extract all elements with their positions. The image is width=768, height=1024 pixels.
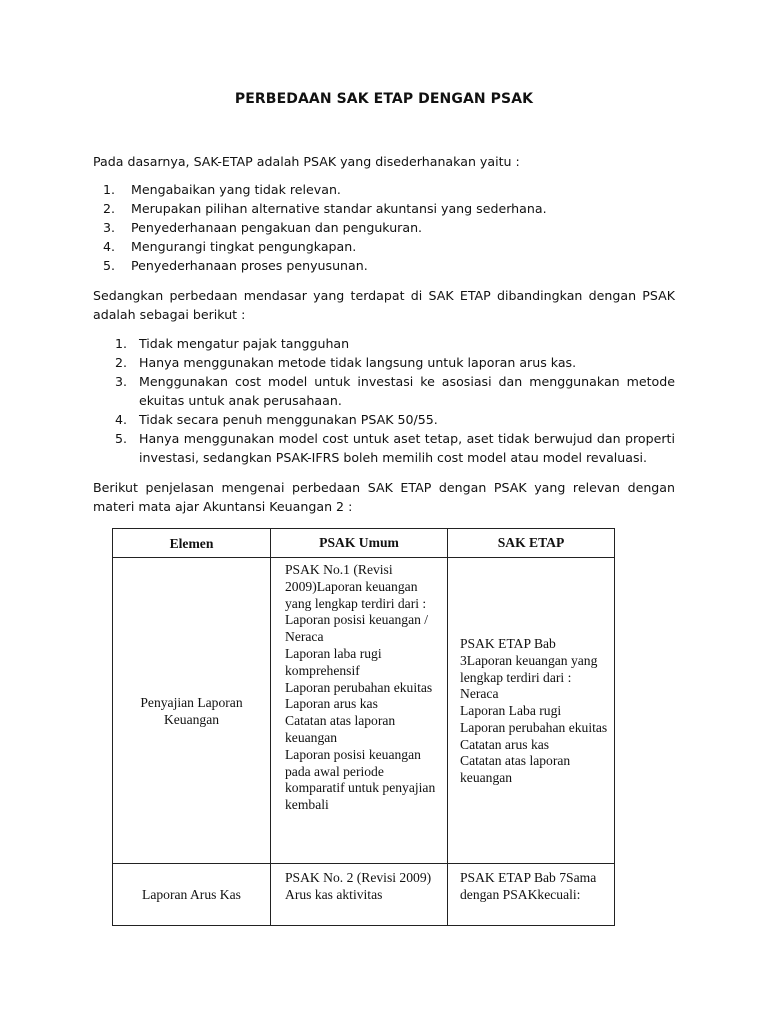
table-cell: Penyajian Laporan Keuangan xyxy=(113,558,271,864)
table-row xyxy=(113,558,615,864)
table-header-row xyxy=(113,529,615,558)
list-item: 3. Menggunakan cost model untuk investasi ke asosiasi dan menggunakan metode ekuitas untuk anak perusahaan. xyxy=(115,374,675,408)
explanation-paragraph: Berikut penjelasan mengenai perbedaan SAK ETAP dengan PSAK yang relevan dengan materi mata ajar Akuntansi Keuangan 2 : xyxy=(93,480,675,514)
comparison-table xyxy=(112,528,615,926)
differences-list xyxy=(115,334,675,467)
differences-paragraph: Sedangkan perbedaan mendasar yang terdapat di SAK ETAP dibandingkan dengan PSAK adalah sebagai berikut : xyxy=(93,288,675,322)
list-item: 5. Penyederhanaan proses penyusunan. xyxy=(103,258,368,273)
list-item: 3. Penyederhanaan pengakuan dan pengukuran. xyxy=(103,220,423,235)
list-item: 4. Mengurangi tingkat pengungkapan. xyxy=(103,239,357,254)
list-item: 1. Tidak mengatur pajak tangguhan xyxy=(115,336,350,351)
page-title: PERBEDAAN SAK ETAP DENGAN PSAK xyxy=(234,91,534,107)
column-header: SAK ETAP xyxy=(448,529,615,558)
table-cell: PSAK ETAP Bab 3Laporan keuangan yang lengkap terdiri dari : Neraca Laporan Laba rugi Laporan perubahan ekuitas Catatan arus kas Catatan atas laporan keuangan xyxy=(448,558,615,864)
table-cell: PSAK No.1 (Revisi 2009)Laporan keuangan yang lengkap terdiri dari : Laporan posisi keuangan / Neraca Laporan laba rugi komprehensif Laporan perubahan ekuitas Laporan arus kas Catatan atas laporan keuangan Laporan posisi keuangan pada awal periode komparatif untuk penyajian kembali xyxy=(271,558,448,864)
table-cell: PSAK No. 2 (Revisi 2009) Arus kas aktivitas xyxy=(271,864,448,926)
list-item: 5. Hanya menggunakan model cost untuk aset tetap, aset tidak berwujud dan properti investasi, sedangkan PSAK-IFRS boleh memilih cost model atau model revaluasi. xyxy=(115,431,675,465)
table-row xyxy=(113,864,615,926)
table-cell: Laporan Arus Kas xyxy=(113,864,271,926)
list-item: 2. Hanya menggunakan metode tidak langsung untuk laporan arus kas. xyxy=(115,355,577,370)
column-header: PSAK Umum xyxy=(271,529,448,558)
intro-paragraph: Pada dasarnya, SAK-ETAP adalah PSAK yang disederhanakan yaitu : xyxy=(93,154,520,169)
table-cell: PSAK ETAP Bab 7Sama dengan PSAKkecuali: xyxy=(448,864,615,926)
list-item: 1. Mengabaikan yang tidak relevan. xyxy=(103,182,341,197)
list-item: 2. Merupakan pilihan alternative standar akuntansi yang sederhana. xyxy=(103,201,547,216)
simplification-list xyxy=(103,180,675,275)
list-item: 4. Tidak secara penuh menggunakan PSAK 50/55. xyxy=(115,412,438,427)
column-header: Elemen xyxy=(113,529,271,558)
